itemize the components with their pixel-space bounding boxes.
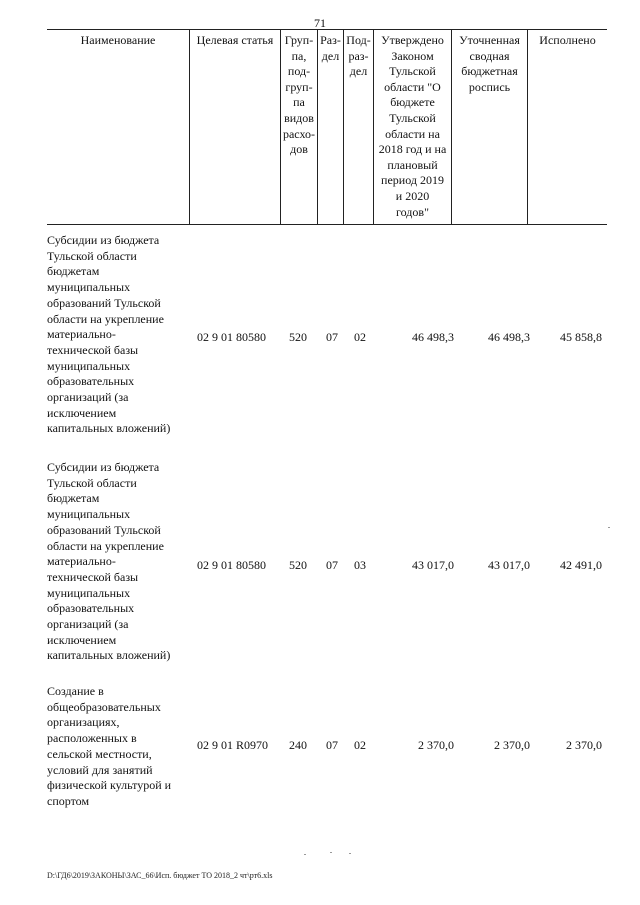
header-section: Раз- дел bbox=[320, 33, 341, 63]
table-row bbox=[0, 460, 640, 670]
row-name: Создание в общеобразовательных организациях, расположенных в сельской местности, условий для занятий физической культурой и спортом bbox=[47, 684, 172, 808]
header-refined: Уточненная сводная бюджетная роспись bbox=[459, 33, 520, 94]
table-header bbox=[47, 29, 607, 225]
scan-speck bbox=[304, 854, 306, 855]
header-target: Целевая статья bbox=[196, 33, 274, 47]
row-approved: 43 017,0 bbox=[412, 558, 454, 572]
footer-file-path: D:\ГД6\2019\ЗАКОНЫ\ЗАС_66\Исп. бюджет ТО 2018_2 чт\рт6.xls bbox=[47, 871, 273, 880]
row-name: Субсидии из бюджета Тульской области бюджетам муниципальных образований Тульской области на укрепление материально- технической базы муниципальных образовательных организаций (за исключением капитальных вложений) bbox=[47, 233, 171, 436]
scan-speck bbox=[349, 853, 351, 854]
header-name: Наименование bbox=[80, 33, 156, 47]
header-subsection: Под- раз- дел bbox=[346, 33, 371, 79]
row-section: 07 bbox=[326, 558, 338, 572]
table-row bbox=[0, 684, 640, 814]
header-executed: Исполнено bbox=[539, 33, 596, 47]
row-target: 02 9 01 R0970 bbox=[197, 738, 269, 752]
row-refined: 46 498,3 bbox=[488, 330, 530, 344]
row-section: 07 bbox=[326, 738, 338, 752]
table-row bbox=[0, 233, 640, 443]
row-group: 520 bbox=[289, 558, 307, 572]
row-target: 02 9 01 80580 bbox=[197, 330, 266, 344]
scan-speck bbox=[608, 527, 610, 528]
row-approved: 2 370,0 bbox=[418, 738, 454, 752]
row-subsection: 03 bbox=[354, 558, 366, 572]
row-target: 02 9 01 80580 bbox=[197, 558, 266, 572]
scan-speck bbox=[330, 852, 332, 853]
row-subsection: 02 bbox=[354, 330, 366, 344]
row-group: 240 bbox=[289, 738, 307, 752]
header-approved: Утверждено Законом Тульской области "О бюджете Тульской области на 2018 год и на плановый период 2019 и 2020 годов" bbox=[378, 33, 447, 219]
row-executed: 2 370,0 bbox=[566, 738, 602, 752]
row-refined: 43 017,0 bbox=[488, 558, 530, 572]
row-subsection: 02 bbox=[354, 738, 366, 752]
row-group: 520 bbox=[289, 330, 307, 344]
header-group: Груп- па, под- груп- па видов расхо- дов bbox=[282, 33, 316, 157]
row-section: 07 bbox=[326, 330, 338, 344]
row-refined: 2 370,0 bbox=[494, 738, 530, 752]
row-executed: 45 858,8 bbox=[560, 330, 602, 344]
row-executed: 42 491,0 bbox=[560, 558, 602, 572]
row-name: Субсидии из бюджета Тульской области бюджетам муниципальных образований Тульской области на укрепление материально- технической базы муниципальных образовательных организаций (за исключением капитальных вложений) bbox=[47, 460, 171, 663]
row-approved: 46 498,3 bbox=[412, 330, 454, 344]
page-number: 71 bbox=[314, 16, 326, 30]
